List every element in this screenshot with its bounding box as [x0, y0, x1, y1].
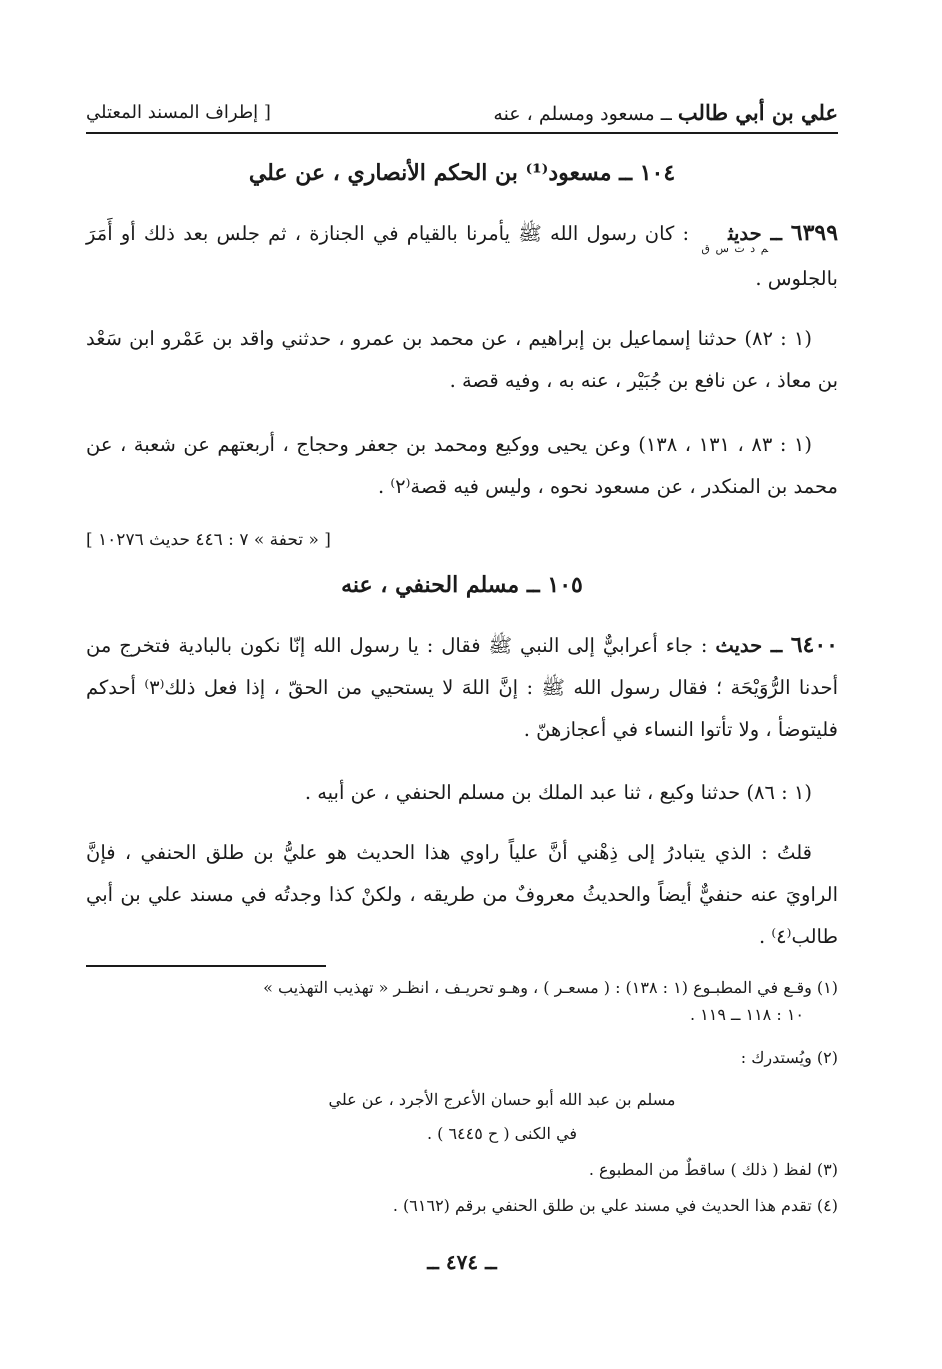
header-right-rest: ــ مسعود ومسلم ، عنه — [493, 103, 678, 125]
footnote-1-continuation: ١٠ : ١١٨ ــ ١١٩ . — [689, 1005, 804, 1024]
section-104-heading: ١٠٤ ــ مسعود⁽¹⁾ بن الحكم الأنصاري ، عن علي — [248, 160, 676, 186]
isnad-chain-1: (١ : ٨٢) حدثنا إسماعيل بن إبراهيم ، عن محمد بن عمرو ، حدثني واقد بن عَمْرو ابن سَعْد بن معاذ ، عن نافع بن جُبَيْر ، عنه به ، وفيه قصة . — [86, 327, 838, 392]
author-comment: قلتُ : الذي يتبادرُ إلى ذِهْني أنَّ علياً راوي هذا الحديث هو عليُّ بن طلق الحنفي ، فإنَّ الراويَ عنه حنفيٌّ أيضاً والحديثُ معروفٌ من طريقه ، ولكنْ كذا وجدتُه في مسند علي بن أبي طالب⁽٤⁾ . — [86, 841, 838, 948]
footnote-separator — [86, 965, 326, 967]
footnote-1-text: (١) وقـع في المطبـوع (١ : ١٣٨) : ( مسعـر ) ، وهـو تحريـف ، انظـر « تهذيب التهذيب » — [263, 978, 838, 997]
hadith-6400-text: : جاء أعرابيٌّ إلى النبي ﷺ فقال : يا رسول الله إنّا نكون بالبادية فتخرج من أحدنا الرُّوَيْحَة ؛ فقال رسول الله ﷺ : إنَّ اللهَ لا يستحيي من الحقّ ، إذا فعل ذلك⁽٣⁾ أحدكم فليتوضأ ، ولا تأتوا النساء في أعجازهنّ . — [86, 634, 838, 741]
hadith-6399-text: : كان رسول الله ﷺ يأمرنا بالقيام في الجنازة ، ثم جلس بعد ذلك أو أَمَرَ بالجلوس . — [86, 222, 838, 290]
hadith-6399 — [86, 212, 838, 300]
running-header — [86, 92, 838, 134]
footnote-1 — [86, 974, 838, 1028]
header-left: [ إطراف المسند المعتلي — [86, 102, 271, 123]
hadith-6399-number: ٦٣٩٩ — [790, 220, 839, 246]
section-105-heading: ١٠٥ ــ مسلم الحنفي ، عنه — [341, 572, 583, 598]
page-number: ــ ٤٧٤ ــ — [427, 1250, 497, 1274]
footnote-2-line-a: مسلم بن عبد الله أبو حسان الأعرج الأجرد ، عن علي — [328, 1090, 676, 1109]
footnote-3: (٣) لفظ ( ذلك ) ساقطٌ من المطبوع . — [588, 1160, 838, 1179]
page — [86, 92, 838, 1292]
tuhfa-reference: [ « تحفة » ٧ : ٤٤٦ حديث ١٠٢٧٦ ] — [86, 530, 331, 550]
header-right — [493, 100, 838, 125]
header-right-bold: علي بن أبي طالب — [677, 100, 838, 125]
hadith-6399-sigla: م د ت س ق — [701, 242, 769, 255]
isnad-chain-2: (١ : ٨٣ ، ١٣١ ، ١٣٨) وعن يحيى ووكيع ومحمد بن جعفر وحجاج ، أربعتهم عن شعبة ، عن محمد بن المنكدر ، عن مسعود نحوه ، وليس فيه قصة⁽٢⁾ . — [86, 433, 838, 498]
hadith-6399-keyword: ــ حديث — [728, 222, 791, 245]
hadith-6400 — [86, 624, 838, 751]
footnote-2-line-b: في الكنى ( ح ٦٤٤٥ ) . — [426, 1124, 578, 1143]
isnad-chain-3: (١ : ٨٦) حدثنا وكيع ، ثنا عبد الملك بن مسلم الحنفي ، عن أبيه . — [304, 781, 812, 804]
hadith-6400-keyword: ــ حديث — [715, 634, 791, 657]
hadith-6400-number: ٦٤٠٠ — [790, 632, 838, 658]
footnote-4: (٤) تقدم هذا الحديث في مسند علي بن طلق الحنفي برقم (٦١٦٢) . — [392, 1196, 838, 1215]
footnote-2: (٢) ويُستدرك : — [740, 1048, 838, 1067]
